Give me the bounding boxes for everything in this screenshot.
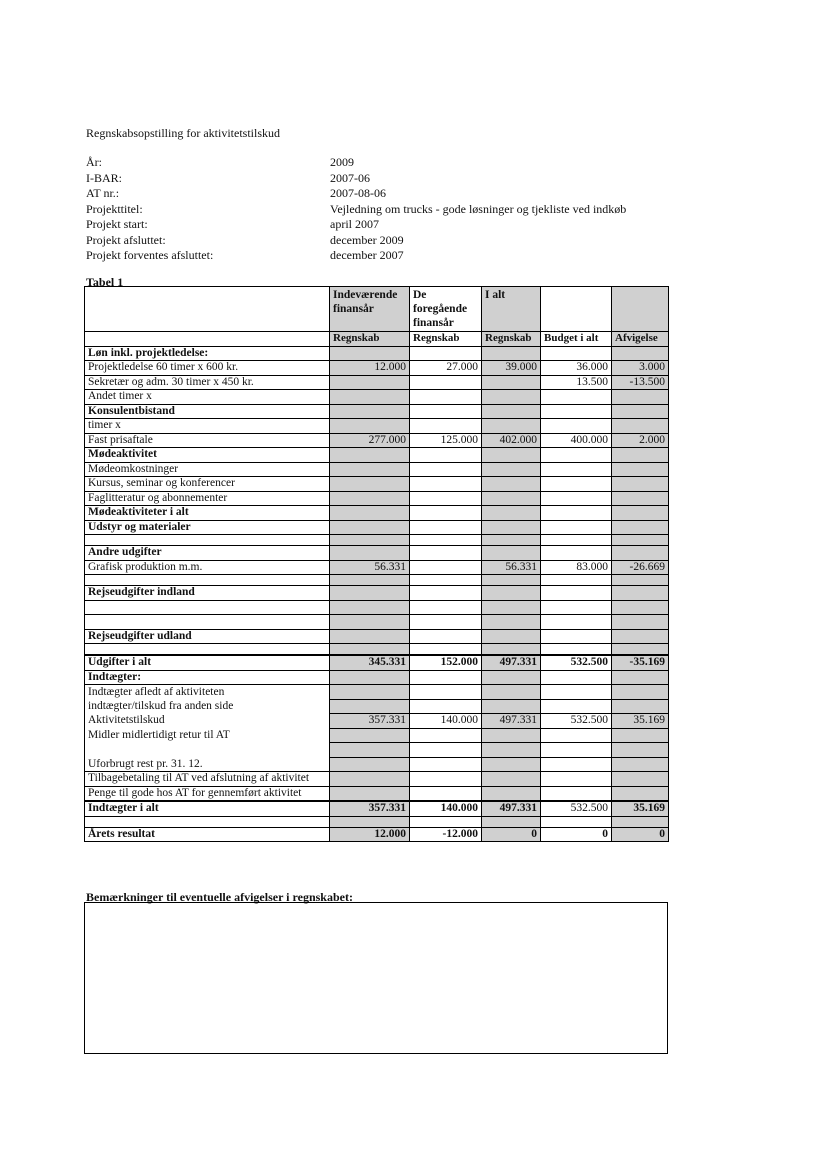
cell: 497.331 [482, 655, 541, 670]
cell: 56.331 [330, 560, 410, 575]
meta-label: I-BAR: [86, 170, 122, 185]
cell [410, 757, 482, 772]
table-row [85, 757, 669, 772]
cell [85, 644, 330, 656]
row-label: Fast prisaftale [85, 433, 330, 448]
cell [410, 520, 482, 535]
meta-row-expected-end [86, 248, 626, 264]
cell [482, 346, 541, 361]
cell: 39.000 [482, 361, 541, 376]
meta-value: april 2007 [330, 217, 379, 231]
cell [330, 419, 410, 434]
header-row-sub [85, 332, 669, 347]
cell [541, 816, 612, 827]
meta-row-title [86, 202, 626, 218]
cell: 12.000 [330, 827, 410, 842]
cell [541, 506, 612, 521]
cell [541, 346, 612, 361]
cell [482, 670, 541, 685]
cell [330, 375, 410, 390]
meta-row-end [86, 233, 626, 249]
cell [541, 586, 612, 601]
cell [541, 629, 612, 644]
row-label: Årets resultat [85, 827, 330, 842]
cell [612, 535, 669, 546]
row-label: Indtægter: [85, 670, 330, 685]
cell: 0 [612, 827, 669, 842]
cell: 140.000 [410, 801, 482, 816]
cell [85, 535, 330, 546]
cell [330, 772, 410, 787]
cell [482, 600, 541, 615]
cell [330, 600, 410, 615]
cell [612, 575, 669, 586]
row-label: Kursus, seminar og konferencer [85, 477, 330, 492]
cell: 2.000 [612, 433, 669, 448]
cell: 277.000 [330, 433, 410, 448]
meta-value: december 2009 [330, 232, 404, 247]
cell [541, 575, 612, 586]
cell [482, 699, 541, 714]
table-row [85, 404, 669, 419]
cell [330, 575, 410, 586]
cell [330, 786, 410, 801]
row-label: indtægter/tilskud fra anden side [85, 699, 330, 714]
table-row-total-expenses [85, 655, 669, 670]
cell [612, 816, 669, 827]
cell [612, 404, 669, 419]
cell [612, 600, 669, 615]
cell [612, 743, 669, 758]
table-row [85, 699, 669, 714]
cell [85, 743, 330, 758]
accounts-table [84, 286, 669, 842]
cell [330, 477, 410, 492]
header-blank [85, 287, 330, 332]
table-row [85, 462, 669, 477]
header-sub-regnskab-2: Regnskab [410, 332, 482, 347]
row-label: Aktivitetstilskud [85, 714, 330, 729]
table-row-result [85, 827, 669, 842]
table-row [85, 375, 669, 390]
meta-label: Projekttitel: [86, 201, 143, 216]
cell [410, 699, 482, 714]
cell [541, 462, 612, 477]
cell [541, 404, 612, 419]
cell [612, 586, 669, 601]
row-label: Indtægter afledt af aktiviteten [85, 685, 330, 700]
cell [541, 670, 612, 685]
cell [612, 390, 669, 405]
cell [612, 757, 669, 772]
row-label: Grafisk produktion m.m. [85, 560, 330, 575]
cell [482, 757, 541, 772]
cell: 357.331 [330, 714, 410, 729]
cell: 152.000 [410, 655, 482, 670]
cell [482, 786, 541, 801]
cell [330, 462, 410, 477]
header-budget-blank [541, 287, 612, 332]
cell [410, 629, 482, 644]
cell [541, 757, 612, 772]
cell: 3.000 [612, 361, 669, 376]
cell [541, 491, 612, 506]
table-row [85, 361, 669, 376]
cell [541, 786, 612, 801]
cell: 27.000 [410, 361, 482, 376]
cell: -13.500 [612, 375, 669, 390]
row-label: Rejseudgifter indland [85, 586, 330, 601]
meta-label: Projekt forventes afsluttet: [86, 248, 214, 262]
cell [410, 743, 482, 758]
cell [410, 546, 482, 561]
cell [541, 699, 612, 714]
cell [482, 772, 541, 787]
cell [482, 743, 541, 758]
cell [541, 644, 612, 656]
meta-label: År: [86, 155, 102, 169]
cell [85, 600, 330, 615]
cell [410, 560, 482, 575]
row-label: Mødeomkostninger [85, 462, 330, 477]
cell: 532.500 [541, 714, 612, 729]
cell: 56.331 [482, 560, 541, 575]
meta-label: Projekt afsluttet: [86, 232, 166, 247]
cell: 345.331 [330, 655, 410, 670]
cell [482, 586, 541, 601]
cell: 0 [482, 827, 541, 842]
cell [410, 816, 482, 827]
meta-row-year [86, 155, 626, 171]
cell: 35.169 [612, 714, 669, 729]
table-row [85, 670, 669, 685]
cell: 402.000 [482, 433, 541, 448]
cell [482, 629, 541, 644]
cell [482, 375, 541, 390]
cell [482, 546, 541, 561]
row-label: Faglitteratur og abonnementer [85, 491, 330, 506]
table-row-spacer [85, 816, 669, 827]
cell [612, 728, 669, 743]
meta-row-start [86, 217, 626, 233]
header-previous-years: De foregående finansår [410, 287, 482, 332]
row-label: Udgifter i alt [85, 655, 330, 670]
row-label: Sekretær og adm. 30 timer x 450 kr. [85, 375, 330, 390]
cell [410, 600, 482, 615]
cell: 532.500 [541, 801, 612, 816]
table-row [85, 390, 669, 405]
cell [541, 600, 612, 615]
cell [541, 477, 612, 492]
cell [330, 506, 410, 521]
cell [482, 685, 541, 700]
header-row-top [85, 287, 669, 332]
cell [482, 506, 541, 521]
row-label: Penge til gode hos AT for gennemført aktivitet [85, 786, 330, 801]
cell [410, 346, 482, 361]
table-row [85, 786, 669, 801]
row-label: Udstyr og materialer [85, 520, 330, 535]
cell [330, 491, 410, 506]
meta-value: december 2007 [330, 248, 404, 262]
header-sub-budget: Budget i alt [541, 332, 612, 347]
table-row [85, 491, 669, 506]
cell [330, 390, 410, 405]
cell [330, 816, 410, 827]
cell [612, 477, 669, 492]
meta-value: 2007-06 [330, 170, 370, 185]
table-row-spacer [85, 644, 669, 656]
cell [612, 462, 669, 477]
cell [612, 546, 669, 561]
cell: 400.000 [541, 433, 612, 448]
cell [541, 728, 612, 743]
cell [410, 772, 482, 787]
table-row [85, 772, 669, 787]
cell [612, 772, 669, 787]
cell [330, 728, 410, 743]
cell [541, 448, 612, 463]
cell: 497.331 [482, 714, 541, 729]
cell [330, 546, 410, 561]
cell [410, 615, 482, 630]
cell [85, 816, 330, 827]
cell: 125.000 [410, 433, 482, 448]
meta-value: 2009 [330, 155, 354, 169]
cell [482, 728, 541, 743]
table-row [85, 685, 669, 700]
cell [330, 670, 410, 685]
row-label: Mødeaktiviteter i alt [85, 506, 330, 521]
cell [330, 448, 410, 463]
cell [330, 586, 410, 601]
table-row-total-income [85, 801, 669, 816]
cell: 140.000 [410, 714, 482, 729]
cell [410, 644, 482, 656]
table-row [85, 433, 669, 448]
row-label: Andet timer x [85, 390, 330, 405]
cell [85, 615, 330, 630]
cell [612, 670, 669, 685]
cell [482, 390, 541, 405]
cell [330, 685, 410, 700]
header-sub-deviation: Afvigelse [612, 332, 669, 347]
cell [612, 419, 669, 434]
header-total: I alt [482, 287, 541, 332]
cell [541, 615, 612, 630]
cell: 532.500 [541, 655, 612, 670]
cell [541, 419, 612, 434]
cell: 36.000 [541, 361, 612, 376]
table-row [85, 728, 669, 743]
row-label: Rejseudgifter udland [85, 629, 330, 644]
row-label: Projektledelse 60 timer x 600 kr. [85, 361, 330, 376]
cell [482, 816, 541, 827]
cell [410, 419, 482, 434]
meta-value: 2007-08-06 [330, 186, 386, 200]
cell [330, 520, 410, 535]
cell [541, 743, 612, 758]
cell [410, 375, 482, 390]
table-row [85, 714, 669, 729]
cell [410, 728, 482, 743]
header-sub-blank [85, 332, 330, 347]
table-row-spacer [85, 535, 669, 546]
row-label: Tilbagebetaling til AT ved afslutning af aktivitet [85, 772, 330, 787]
document-title: Regnskabsopstilling for aktivitetstilskud [86, 126, 280, 140]
cell [410, 575, 482, 586]
cell [612, 786, 669, 801]
table-row-blank [85, 743, 669, 758]
cell [410, 535, 482, 546]
table-row [85, 346, 669, 361]
cell [330, 644, 410, 656]
cell [410, 670, 482, 685]
table-row [85, 419, 669, 434]
cell: 83.000 [541, 560, 612, 575]
cell [541, 772, 612, 787]
row-label: Mødeaktivitet [85, 448, 330, 463]
cell: -26.669 [612, 560, 669, 575]
cell [482, 644, 541, 656]
row-label: Indtægter i alt [85, 801, 330, 816]
cell [541, 685, 612, 700]
cell [410, 586, 482, 601]
cell: 12.000 [330, 361, 410, 376]
cell [482, 615, 541, 630]
cell [330, 535, 410, 546]
cell [330, 629, 410, 644]
table-row [85, 448, 669, 463]
row-label: Andre udgifter [85, 546, 330, 561]
cell [482, 419, 541, 434]
cell: -35.169 [612, 655, 669, 670]
cell [612, 629, 669, 644]
cell [410, 448, 482, 463]
table-label: Tabel 1 [86, 275, 124, 289]
cell: 13.500 [541, 375, 612, 390]
table-row-spacer [85, 575, 669, 586]
meta-value: Vejledning om trucks - gode løsninger og tjekliste ved indkøb [330, 201, 627, 216]
cell [330, 404, 410, 419]
row-label: Uforbrugt rest pr. 31. 12. [85, 757, 330, 772]
cell [330, 346, 410, 361]
cell [482, 448, 541, 463]
row-label: Konsulentbistand [85, 404, 330, 419]
cell [612, 644, 669, 656]
cell [482, 535, 541, 546]
header-current-year: Indeværende finansår [330, 287, 410, 332]
cell [85, 575, 330, 586]
meta-label: AT nr.: [86, 186, 120, 200]
table-row [85, 629, 669, 644]
cell [410, 786, 482, 801]
cell [482, 462, 541, 477]
row-label: timer x [85, 419, 330, 434]
cell [612, 520, 669, 535]
table-row [85, 546, 669, 561]
row-label: Midler midlertidigt retur til AT [85, 728, 330, 743]
cell [612, 506, 669, 521]
remarks-label: Bemærkninger til eventuelle afvigelser i regnskabet: [86, 890, 353, 904]
cell [612, 491, 669, 506]
table-row-blank [85, 615, 669, 630]
table-row [85, 520, 669, 535]
table-row [85, 560, 669, 575]
cell [330, 743, 410, 758]
cell [482, 404, 541, 419]
table-row [85, 506, 669, 521]
header-sub-regnskab-1: Regnskab [330, 332, 410, 347]
cell: 357.331 [330, 801, 410, 816]
cell [612, 448, 669, 463]
cell [612, 699, 669, 714]
meta-row-ibar [86, 171, 626, 187]
header-deviation-blank [612, 287, 669, 332]
cell [612, 346, 669, 361]
cell [410, 685, 482, 700]
cell [410, 404, 482, 419]
cell [410, 462, 482, 477]
cell [612, 685, 669, 700]
cell: -12.000 [410, 827, 482, 842]
row-label: Løn inkl. projektledelse: [85, 346, 330, 361]
cell: 0 [541, 827, 612, 842]
cell [330, 699, 410, 714]
meta-row-at-nr [86, 186, 626, 202]
cell [330, 615, 410, 630]
header-sub-regnskab-3: Regnskab [482, 332, 541, 347]
cell [541, 546, 612, 561]
cell [482, 491, 541, 506]
cell: 35.169 [612, 801, 669, 816]
cell [410, 477, 482, 492]
cell [541, 535, 612, 546]
cell [482, 520, 541, 535]
table-row-blank [85, 600, 669, 615]
cell [541, 520, 612, 535]
cell [410, 491, 482, 506]
cell [482, 575, 541, 586]
meta-label: Projekt start: [86, 217, 148, 231]
table-row [85, 477, 669, 492]
cell [541, 390, 612, 405]
cell [410, 506, 482, 521]
remarks-box [84, 902, 668, 1054]
cell [410, 390, 482, 405]
cell [612, 615, 669, 630]
table-row [85, 586, 669, 601]
cell [330, 757, 410, 772]
cell [482, 477, 541, 492]
project-meta [86, 155, 626, 264]
cell: 497.331 [482, 801, 541, 816]
